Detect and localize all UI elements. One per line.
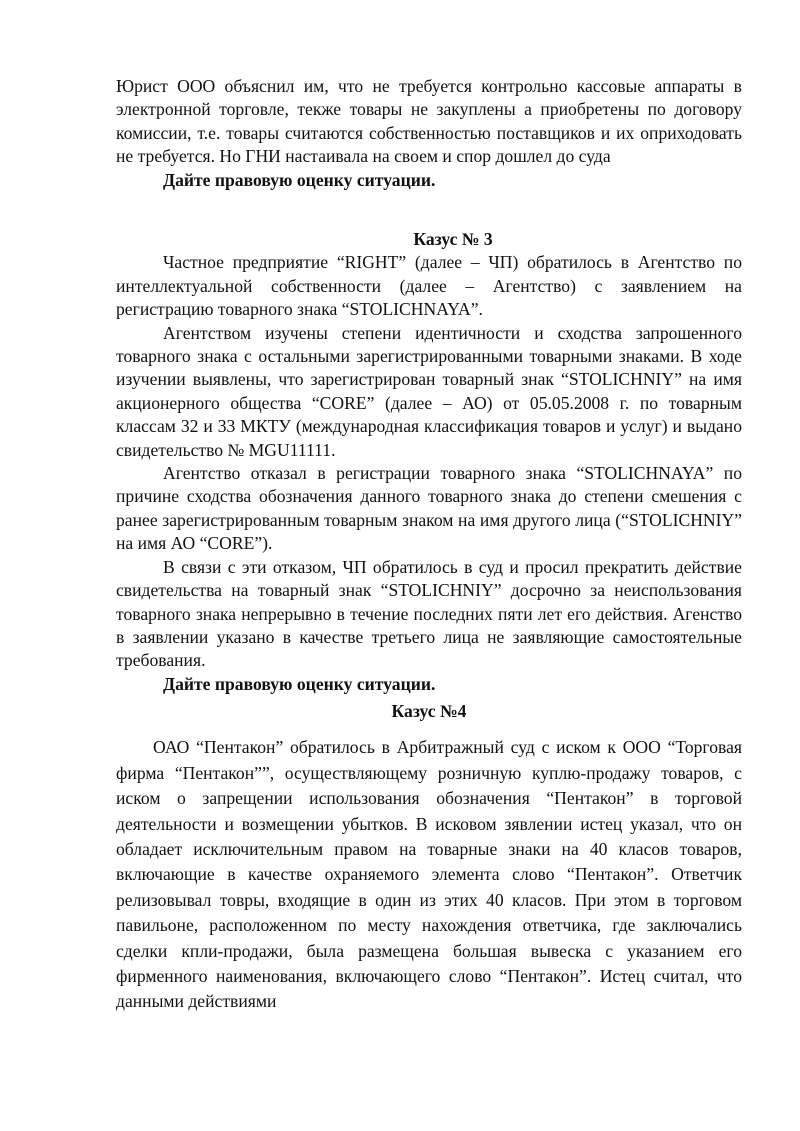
case-3-paragraph-3: Агентство отказал в регистрации товарного знака “STOLICHNAYA” по причине сходства обозначения данного товарного знака до степени смешения с ранее зарегистрированным товарным знаком на имя другого лица (“STOLICHNIY” на имя АО “CORE”). (116, 463, 742, 554)
case-3-paragraph-2: Агентством изучены степени идентичности и сходства запрошенного товарного знака с остальными зарегистрированными товарными знаками. В ходе изучении выявлены, что зарегистрирован товарный знак “STOLICHNIY” на имя акционерного общества “CORE” (далее – АО) от 05.05.2008 г. по товарным классам 32 и 33 МКТУ (международная классификация товаров и услуг) и выдано свидетельство № MGU11111. (116, 322, 742, 460)
case-4-heading: Казус №4 (391, 701, 467, 721)
case-3-paragraph-4: В связи с эти отказом, ЧП обратилось в суд и просил прекратить действие свидетельства на товарный знак “STOLICHNIY” досрочно за неиспользования товарного знака непрерывно в течение последних пяти лет его действия. Агенство в заявлении указано в качестве третьего лица не заявляющие самостоятельные требования. (116, 556, 742, 671)
case-3-heading: Казус № 3 (413, 229, 493, 249)
case-3-task: Дайте правовую оценку ситуации. (163, 673, 436, 694)
case-4-section (116, 699, 742, 1015)
previous-case-section (116, 75, 742, 192)
case-4-paragraph: ОАО “Пентакон” обратилось в Арбитражный суд с иском к ООО “Торговая фирма “Пентакон””, осуществляющему розничную куплю-продажу товаров, с иском о запрещении использования обозначения “Пентакон” в торговой деятельности и возмещении убытков. В исковом зявлении истец указал, что он обладает исключительным правом на товарные знаки на 40 класов товаров, включающие в качестве охраняемого элемента слово “Пентакон”. Ответчик релизовывал товры, входящие в один из этих 40 класов. При этом в торговом павильоне, расположенном по месту нахождения ответчика, где заключались сделки кпли-продажи, была размещена большая вывеска с указанием его фирменного наименования, включающего слово “Пентакон”. Истец считал, что данными действиями (116, 737, 742, 1012)
case-3-section (116, 228, 742, 696)
case-3-paragraph-1: Частное предприятие “RIGHT” (далее – ЧП) обратилось в Агентство по интеллектуальной собственности (далее – Агентство) с заявлением на регистрацию товарного знака “STOLICHNAYA”. (116, 252, 742, 320)
previous-case-paragraph: Юрист ООО объяснил им, что не требуется контрольно кассовые аппараты в электронной торговле, текже товары не закуплены а приобретены по договору комиссии, т.е. товары считаются собственностью поставщиков и их оприходовать не требуется. Но ГНИ настаивала на своем и спор дошлел до суда (116, 76, 742, 167)
previous-case-task: Дайте правовую оценку ситуации. (163, 169, 436, 190)
